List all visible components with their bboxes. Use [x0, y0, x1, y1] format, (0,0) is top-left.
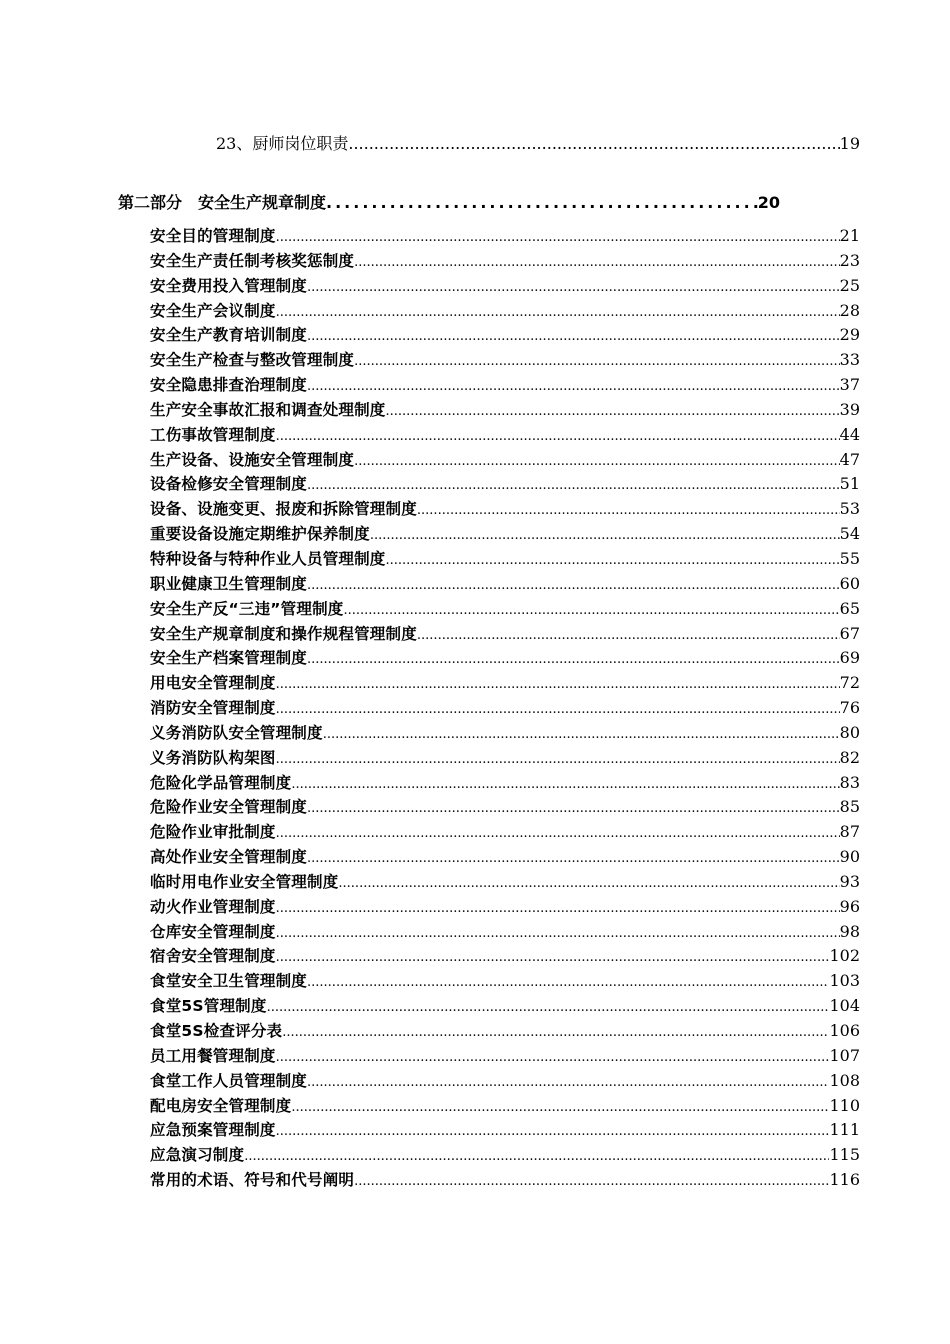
toc-entry-title: 安全生产会议制度	[150, 301, 276, 320]
part-title: 第二部分 安全生产规章制度	[118, 193, 327, 212]
toc-page-number: 93	[839, 871, 860, 891]
toc-page-number: 51	[839, 474, 860, 494]
toc-page-number: 37	[839, 375, 860, 395]
toc-dot-leader	[276, 1124, 830, 1139]
toc-entry[interactable]	[150, 1168, 860, 1193]
toc-dot-leader	[291, 777, 839, 792]
toc-entry-title: 食堂安全卫生管理制度	[150, 972, 308, 991]
toc-entry-title: 设备、设施变更、报废和拆除管理制度	[150, 500, 417, 519]
toc-entry[interactable]	[150, 1069, 860, 1094]
toc-page-number: 47	[839, 449, 860, 469]
toc-entry[interactable]	[150, 597, 860, 622]
toc-entry[interactable]	[150, 1118, 860, 1143]
toc-entry[interactable]	[150, 721, 860, 746]
toc-entry[interactable]	[150, 696, 860, 721]
toc-entry-title: 安全生产档案管理制度	[150, 649, 308, 668]
toc-dot-leader	[417, 628, 840, 643]
toc-dot-leader	[417, 503, 840, 518]
toc-page-number: 102	[829, 946, 860, 966]
toc-entry[interactable]	[150, 944, 860, 969]
toc-page-number: 116	[829, 1170, 860, 1190]
toc-entry[interactable]	[150, 1143, 860, 1168]
toc-page-number: 110	[829, 1095, 860, 1115]
toc-entry[interactable]	[150, 497, 860, 522]
toc-dot-leader	[354, 255, 840, 270]
toc-dot-leader	[307, 478, 840, 493]
toc-dot-leader	[276, 1050, 830, 1065]
toc-dot-leader	[307, 379, 840, 394]
toc-dot-leader	[276, 950, 830, 965]
toc-entry-title: 职业健康卫生管理制度	[150, 574, 308, 593]
toc-page-number: 60	[839, 573, 860, 593]
toc-dot-leader	[307, 280, 840, 295]
toc-entry-title: 宿舍安全管理制度	[150, 947, 276, 966]
toc-dot-leader	[267, 1000, 830, 1015]
toc-dot-leader	[348, 134, 839, 153]
toc-entry-title: 设备检修安全管理制度	[150, 475, 308, 494]
toc-dot-leader	[276, 230, 840, 245]
toc-entry-prev[interactable]	[216, 131, 860, 154]
toc-entry-title: 食堂工作人员管理制度	[150, 1071, 308, 1090]
toc-entry[interactable]	[150, 622, 860, 647]
toc-dot-leader	[291, 1100, 829, 1115]
toc-entry-title: 23、厨师岗位职责	[216, 134, 349, 153]
toc-entry-title: 安全隐患排查治理制度	[150, 376, 308, 395]
toc-page-number: 87	[839, 822, 860, 842]
toc-page-number: 85	[839, 797, 860, 817]
toc-entry-title: 常用的术语、符号和代号阐明	[150, 1171, 355, 1190]
toc-dot-leader	[354, 454, 840, 469]
toc-entry-title: 动火作业管理制度	[150, 897, 276, 916]
toc-page-number: 39	[839, 399, 860, 419]
toc-page-number: 107	[829, 1045, 860, 1065]
toc-dot-leader	[386, 553, 840, 568]
toc-entry[interactable]	[150, 224, 860, 249]
toc-entry[interactable]	[150, 522, 860, 547]
toc-entry-title: 工伤事故管理制度	[150, 425, 276, 444]
toc-dot-leader	[307, 851, 840, 866]
toc-entry-title: 义务消防队安全管理制度	[150, 723, 323, 742]
toc-page-number: 19	[839, 134, 860, 153]
toc-part-heading[interactable]	[118, 190, 780, 213]
toc-dot-leader	[276, 826, 840, 841]
toc-entry-title: 生产设备、设施安全管理制度	[150, 450, 355, 469]
toc-dot-leader	[386, 404, 840, 419]
toc-page-number: 65	[839, 598, 860, 618]
toc-entry[interactable]	[150, 795, 860, 820]
toc-entry-title: 危险作业安全管理制度	[150, 798, 308, 817]
toc-entry-title: 应急预案管理制度	[150, 1121, 276, 1140]
toc-page-number: 55	[839, 548, 860, 568]
toc-page-number: 33	[839, 350, 860, 370]
toc-entry-title: 特种设备与特种作业人员管理制度	[150, 549, 386, 568]
toc-dot-leader	[338, 876, 839, 891]
toc-dot-leader	[307, 975, 829, 990]
toc-entry[interactable]	[150, 448, 860, 473]
toc-page-number: 106	[829, 1021, 860, 1040]
toc-dot-leader	[244, 1149, 829, 1164]
toc-entry[interactable]	[150, 373, 860, 398]
toc-page-number: 44	[839, 424, 860, 444]
toc-entry-title: 安全生产反“三违”管理制度	[150, 599, 344, 618]
toc-entry-title: 安全目的管理制度	[150, 227, 276, 245]
toc-entry-title: 员工用餐管理制度	[150, 1046, 276, 1065]
toc-dot-leader	[307, 1075, 829, 1090]
toc-entry[interactable]	[150, 1019, 860, 1044]
toc-page-number: 90	[839, 847, 860, 867]
toc-page-number: 23	[839, 250, 860, 270]
toc-dot-leader	[276, 305, 840, 320]
toc-page-number: 82	[839, 747, 860, 767]
toc-page-number: 111	[829, 1120, 860, 1140]
toc-page-number: 29	[839, 325, 860, 345]
toc-entry[interactable]	[150, 472, 860, 497]
toc-entry-title: 安全费用投入管理制度	[150, 276, 308, 295]
toc-dot-leader	[276, 677, 840, 692]
toc-entry[interactable]	[150, 671, 860, 696]
toc-entry-title: 重要设备设施定期维护保养制度	[150, 525, 370, 544]
toc-dot-leader	[276, 926, 840, 941]
toc-entry[interactable]	[150, 547, 860, 572]
toc-page-number: 53	[839, 499, 860, 519]
toc-page-number: 72	[839, 673, 860, 693]
toc-entry[interactable]	[150, 1044, 860, 1069]
toc-entry[interactable]	[150, 746, 860, 771]
toc-entry[interactable]	[150, 249, 860, 274]
toc-dot-leader	[343, 603, 839, 618]
toc-entry-title: 安全生产检查与整改管理制度	[150, 351, 355, 370]
toc-page-number: 104	[829, 996, 860, 1016]
toc-entry-title: 配电房安全管理制度	[150, 1096, 292, 1115]
toc-entry-title: 安全生产责任制考核奖惩制度	[150, 251, 355, 270]
toc-dot-leader	[326, 193, 758, 212]
toc-page-number: 25	[839, 275, 860, 295]
toc-page-number: 21	[839, 226, 860, 245]
toc-entry-title: 危险作业审批制度	[150, 823, 276, 842]
toc-entry-title: 临时用电作业安全管理制度	[150, 872, 339, 891]
toc-entry-title: 高处作业安全管理制度	[150, 848, 308, 867]
toc-dot-leader	[307, 329, 840, 344]
toc-dot-leader	[276, 429, 840, 444]
toc-entry-title: 义务消防队构架图	[150, 748, 276, 767]
toc-page-number: 80	[839, 722, 860, 742]
toc-dot-leader	[276, 702, 840, 717]
toc-dot-leader	[276, 901, 840, 916]
toc-entry-title: 食堂5S检查评分表	[150, 1022, 283, 1040]
toc-entry[interactable]	[150, 1094, 860, 1119]
toc-entry[interactable]	[150, 920, 860, 945]
toc-entry-title: 消防安全管理制度	[150, 699, 276, 718]
toc-entry-title: 安全生产教育培训制度	[150, 326, 308, 345]
toc-dot-leader	[370, 528, 840, 543]
toc-dot-leader	[307, 578, 840, 593]
toc-page-number: 98	[839, 921, 860, 941]
toc-entry[interactable]	[150, 323, 860, 348]
toc-entry[interactable]	[150, 820, 860, 845]
toc-entry[interactable]	[150, 299, 860, 324]
toc-page-number: 96	[839, 896, 860, 916]
toc-entry[interactable]	[150, 845, 860, 870]
toc-entry-title: 生产安全事故汇报和调查处理制度	[150, 400, 386, 419]
toc-entry[interactable]	[150, 348, 860, 373]
toc-entry[interactable]	[150, 423, 860, 448]
toc-entry-title: 食堂5S管理制度	[150, 997, 267, 1016]
toc-page-number: 54	[839, 524, 860, 544]
toc-entry-title: 用电安全管理制度	[150, 674, 276, 693]
toc-entry[interactable]	[150, 969, 860, 994]
toc-dot-leader	[276, 752, 840, 767]
toc-dot-leader	[307, 652, 840, 667]
toc-page-number: 83	[839, 772, 860, 792]
toc-entry-title: 安全生产规章制度和操作规程管理制度	[150, 624, 417, 643]
toc-dot-leader	[354, 1174, 829, 1189]
toc-entry[interactable]	[150, 895, 860, 920]
toc-page-number: 76	[839, 698, 860, 718]
toc-entry-title: 仓库安全管理制度	[150, 922, 276, 941]
part-page-number: 20	[757, 193, 780, 212]
toc-page-number: 103	[829, 971, 860, 991]
toc-page-number: 28	[839, 300, 860, 320]
toc-dot-leader	[323, 727, 840, 742]
toc-entry-title: 危险化学品管理制度	[150, 773, 292, 792]
toc-page-number: 69	[839, 648, 860, 668]
toc-entry-title: 应急演习制度	[150, 1146, 245, 1165]
toc-page-number: 115	[829, 1145, 860, 1165]
toc-entry[interactable]	[150, 398, 860, 423]
toc-entry[interactable]	[150, 274, 860, 299]
toc-entry[interactable]	[150, 572, 860, 597]
toc-entry[interactable]	[150, 870, 860, 895]
toc-page-number: 67	[839, 623, 860, 643]
toc-entry[interactable]	[150, 646, 860, 671]
toc-dot-leader	[307, 801, 840, 816]
toc-page-number: 108	[829, 1070, 860, 1090]
toc-entry[interactable]	[150, 994, 860, 1019]
toc-dot-leader	[282, 1025, 829, 1040]
toc-entry[interactable]	[150, 771, 860, 796]
toc-dot-leader	[354, 354, 840, 369]
toc-entry-list	[150, 224, 860, 1193]
